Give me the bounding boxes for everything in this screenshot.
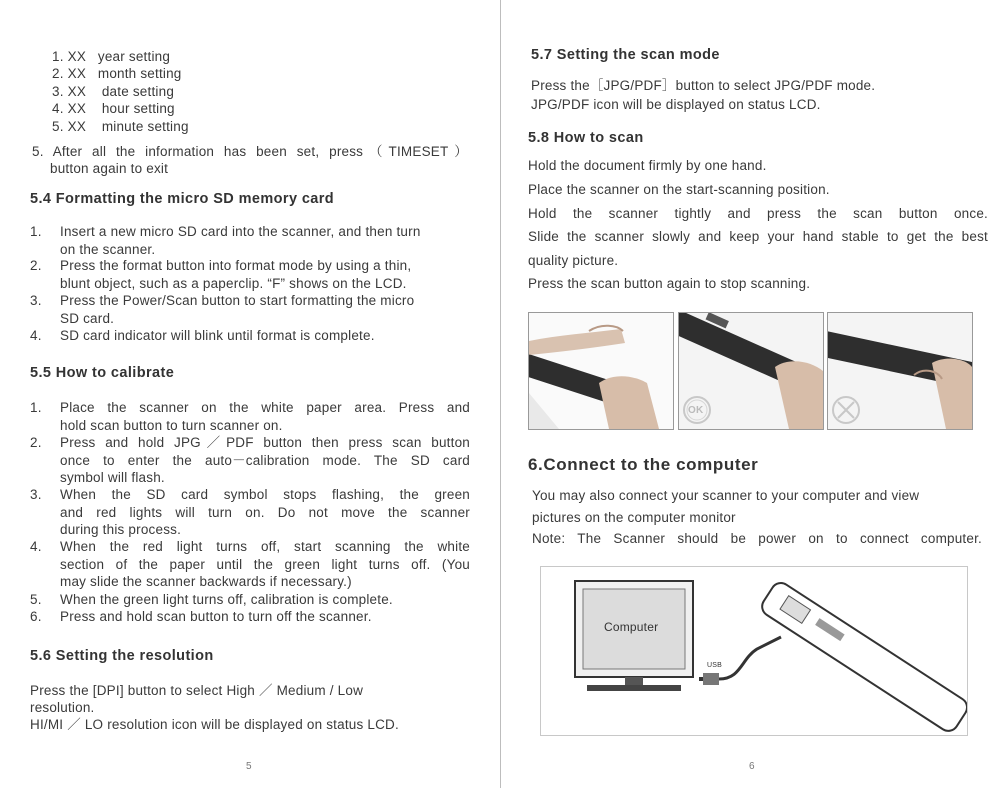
list-item-text: during this process. [60,522,182,537]
list-item-text: symbol will flash. [60,470,165,485]
time-setting-item: 5. XX minute setting [52,119,189,134]
scan-photo-wrong-art [828,313,972,429]
list-item-text: Press the format button into format mode by using a thin, [60,258,412,273]
list-item-text: When the green light turns off, calibration is complete. [60,592,393,607]
list-number: 5. [30,592,42,607]
scan-mode-text: JPG/PDF icon will be displayed on status LCD. [531,97,821,112]
connect-text: pictures on the computer monitor [532,510,736,525]
usb-label: USB [707,662,722,669]
section-title-5-8: 5.8 How to scan [528,130,644,146]
how-to-scan-text: quality picture. [528,253,619,268]
list-item-text: section of the paper until the green light turns off. (You [60,556,470,572]
list-number: 1. [30,400,42,415]
time-setting-item: 1. XX year setting [52,49,171,64]
section-title-6: 6.Connect to the computer [528,455,759,474]
section-title-5-5: 5.5 How to calibrate [30,365,175,381]
list-item-text: on the scanner. [60,241,156,257]
list-item-text: Press and hold scan button to turn off the scanner. [60,609,372,624]
scan-photo-ok [678,312,824,430]
list-item-text: once to enter the auto－calibration mode. The SD card [60,452,470,468]
list-item-text: Place the scanner on the white paper area. Press and [60,400,470,415]
list-item-text: SD card indicator will blink until format is complete. [60,328,375,343]
resolution-text: HI/MI ／ LO resolution icon will be displayed on status LCD. [30,717,399,732]
list-item-text: Press and hold JPG／PDF button then press scan button [60,435,470,450]
list-number: 4. [30,539,42,554]
list-item-text: and red lights will turn on. Do not move the scanner [60,504,470,520]
page-number: 5 [246,761,252,772]
section-title-5-6: 5.6 Setting the resolution [30,648,214,664]
scan-photo-start [528,312,674,430]
list-item-text: hold scan button to turn scanner on. [60,417,283,433]
how-to-scan-text: Hold the scanner tightly and press the scan button once. [528,206,988,221]
exit-instruction: 5. After all the information has been set, press（TIMESET） [32,144,468,159]
list-item-text: Press the Power/Scan button to start formatting the micro [60,293,415,308]
page-divider [500,0,501,788]
connection-illustration [540,566,968,736]
list-item-text: blunt object, such as a paperclip. “F” shows on the LCD. [60,275,407,291]
computer-label: Computer [604,620,659,634]
list-number: 2. [30,258,42,273]
exit-instruction-cont: button again to exit [50,161,169,176]
scan-photo-wrong [827,312,973,430]
list-number: 3. [30,293,42,308]
how-to-scan-text: Hold the document firmly by one hand. [528,158,767,173]
list-number: 2. [30,435,42,450]
time-setting-item: 2. XX month setting [52,66,182,81]
how-to-scan-text: Place the scanner on the start-scanning position. [528,182,830,197]
list-item-text: When the SD card symbol stops flashing, the green [60,487,470,502]
list-item-text: When the red light turns off, start scanning the white [60,539,470,554]
how-to-scan-text: Slide the scanner slowly and keep your hand stable to get the best [528,229,988,244]
list-number: 1. [30,224,42,239]
list-number: 6. [30,609,42,624]
connection-illustration-art [541,567,967,735]
ok-mark-label: OK [688,405,704,416]
scan-mode-text: Press the［JPG/PDF］button to select JPG/PDF mode. [531,78,876,93]
list-item-text: SD card. [60,310,115,326]
time-setting-item: 4. XX hour setting [52,101,175,116]
list-item-text: Insert a new micro SD card into the scanner, and then turn [60,224,421,239]
scan-photo-start-art [529,313,673,429]
connect-text: You may also connect your scanner to your computer and view [532,488,920,503]
right-page [502,0,1006,788]
list-number: 3. [30,487,42,502]
section-title-5-4: 5.4 Formatting the micro SD memory card [30,191,335,207]
section-title-5-7: 5.7 Setting the scan mode [531,47,720,63]
connect-text: Note: The Scanner should be power on to connect computer. [532,531,982,546]
left-page [0,0,500,788]
list-item-text: may slide the scanner backwards if necessary.) [60,574,352,589]
resolution-text: resolution. [30,700,95,715]
how-to-scan-text: Press the scan button again to stop scanning. [528,276,811,291]
usb-cable [719,637,781,679]
resolution-text: Press the [DPI] button to select High ／ Medium / Low [30,683,364,698]
list-number: 4. [30,328,42,343]
time-setting-item: 3. XX date setting [52,84,175,99]
page-number: 6 [749,761,755,772]
